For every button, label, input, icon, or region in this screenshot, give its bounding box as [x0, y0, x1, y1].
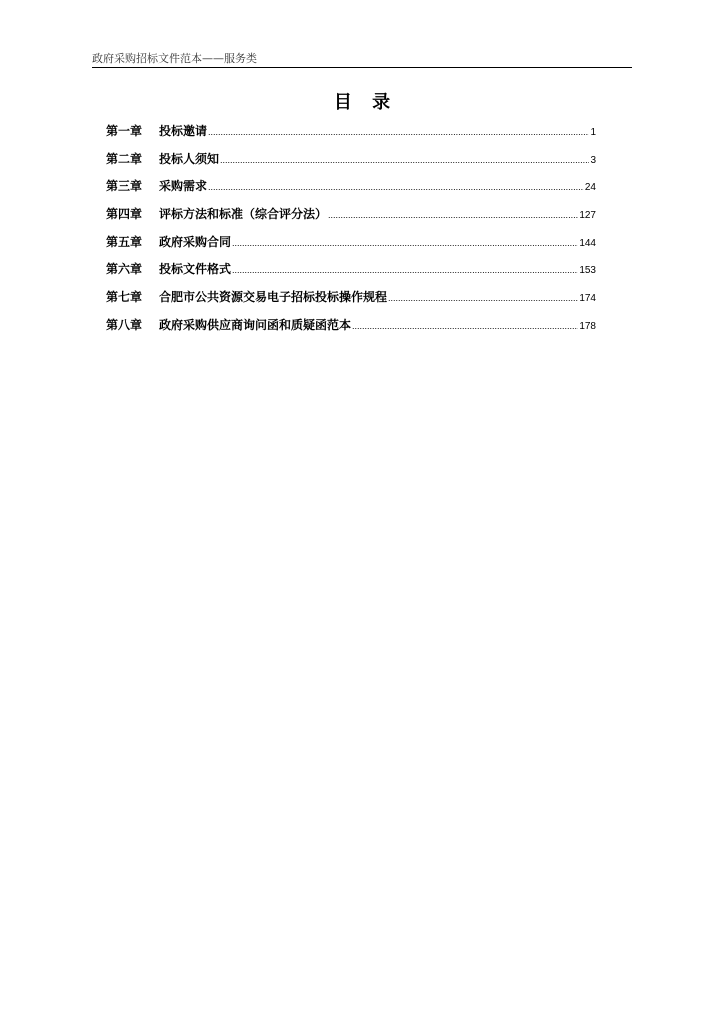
toc-entry[interactable] [106, 260, 596, 288]
toc-page-number: 1 [590, 127, 596, 138]
dot-leader [232, 238, 578, 248]
toc-chapter-title: 投标文件格式 [159, 262, 232, 277]
toc-title-char-2: 录 [372, 92, 391, 113]
running-header: 政府采购招标文件范本——服务类 [92, 52, 257, 65]
dot-leader [388, 293, 578, 303]
dot-leader [208, 127, 589, 137]
toc-entry[interactable] [106, 205, 596, 233]
toc-chapter-title: 投标人须知 [159, 151, 220, 166]
header-rule [92, 67, 632, 68]
toc-page-number: 174 [579, 293, 596, 305]
toc-title [0, 88, 724, 114]
toc-page-number: 127 [579, 210, 596, 222]
toc-chapter-title: 投标邀请 [159, 124, 208, 138]
toc-chapter-number: 第七章 [106, 290, 143, 305]
toc-chapter-number: 第三章 [106, 179, 143, 194]
toc-entry[interactable] [106, 316, 596, 344]
dot-leader [232, 265, 578, 275]
toc-chapter-number: 第一章 [106, 124, 143, 138]
toc-entry[interactable] [106, 288, 596, 316]
toc-entry[interactable] [106, 122, 596, 150]
toc-page-number: 144 [579, 237, 596, 249]
toc-chapter-title: 合肥市公共资源交易电子招标投标操作规程 [159, 290, 388, 305]
toc-entry[interactable] [106, 177, 596, 205]
dot-leader [352, 321, 578, 331]
toc-page-number: 3 [590, 154, 596, 166]
toc-chapter-number: 第八章 [106, 317, 143, 332]
toc-list [106, 122, 596, 344]
toc-title-char-1: 目 [333, 92, 352, 113]
toc-entry[interactable] [106, 233, 596, 261]
toc-page-number: 153 [579, 265, 596, 277]
toc-chapter-title: 政府采购合同 [159, 234, 232, 249]
toc-chapter-number: 第四章 [106, 207, 143, 222]
dot-leader [220, 155, 589, 165]
dot-leader [328, 210, 578, 220]
toc-chapter-number: 第五章 [106, 234, 143, 249]
toc-chapter-title: 政府采购供应商询问函和质疑函范本 [159, 317, 352, 332]
toc-chapter-title: 评标方法和标准（综合评分法） [159, 207, 328, 222]
toc-page-number: 24 [584, 182, 596, 194]
dot-leader [208, 182, 584, 192]
toc-chapter-title: 采购需求 [159, 179, 208, 194]
toc-entry[interactable] [106, 150, 596, 178]
toc-chapter-number: 第二章 [106, 151, 143, 166]
toc-chapter-number: 第六章 [106, 262, 143, 277]
toc-page-number: 178 [579, 320, 596, 332]
